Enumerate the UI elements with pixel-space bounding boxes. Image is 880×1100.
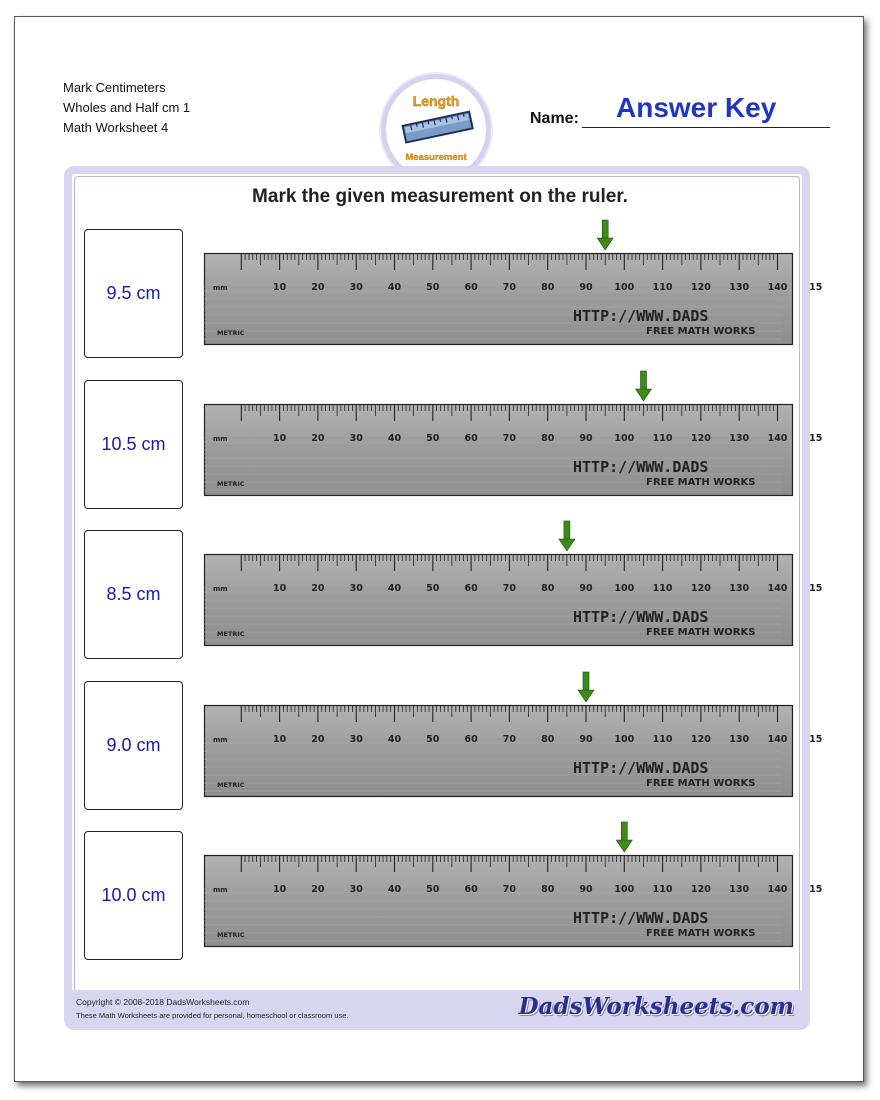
footer-bar	[72, 990, 802, 1026]
ruler-number: 90	[579, 734, 593, 745]
copyright-text: Copyright © 2008-2018 DadsWorksheets.com	[76, 997, 250, 1007]
ruler-number: 60	[464, 433, 478, 444]
ruler-number: 40	[387, 282, 402, 293]
ruler-number: 130	[729, 583, 750, 594]
ruler-number: 30	[349, 884, 363, 895]
ruler-unit-label: mm	[213, 284, 228, 292]
answer-arrow-icon	[578, 672, 594, 702]
ruler-number: 90	[579, 433, 593, 444]
ruler-number: 80	[541, 433, 555, 444]
ruler-number: 80	[541, 734, 555, 745]
answer-key-text: Answer Key	[616, 92, 777, 123]
answer-box	[84, 681, 183, 810]
ruler-metric-label: METRIC	[217, 630, 245, 638]
meta-title: Mark Centimeters	[63, 80, 166, 95]
ruler-number: 50	[426, 433, 440, 444]
ruler-number: 140	[767, 583, 788, 594]
ruler-number: 15	[809, 583, 823, 594]
ruler-number: 20	[311, 433, 325, 444]
metric-ruler	[204, 520, 823, 648]
answer-arrow-icon	[616, 822, 632, 852]
ruler-number: 110	[652, 583, 673, 594]
ruler-number: 100	[614, 734, 635, 745]
answer-arrow-icon	[559, 521, 575, 551]
ruler-number: 10	[272, 282, 287, 293]
ruler-number: 70	[502, 433, 517, 444]
ruler-url: HTTP://WWW.DADS	[573, 909, 709, 927]
ruler-metric-label: METRIC	[217, 329, 245, 337]
meta-subtitle: Wholes and Half cm 1	[63, 100, 191, 115]
ruler-unit-label: mm	[213, 435, 228, 443]
ruler-url: HTTP://WWW.DADS	[573, 458, 709, 476]
ruler-tagline: FREE MATH WORKS	[646, 326, 756, 337]
ruler-number: 10	[272, 433, 287, 444]
ruler-unit-label: mm	[213, 585, 228, 593]
ruler-number: 60	[464, 583, 478, 594]
ruler-number: 70	[502, 583, 517, 594]
badge-bottom-text: Measurement	[405, 152, 467, 163]
name-label: Name:	[530, 110, 579, 127]
ruler-tagline: FREE MATH WORKS	[646, 477, 756, 488]
measurement-label: 9.5 cm	[106, 283, 161, 303]
measurement-label: 10.5 cm	[101, 434, 166, 454]
instruction-text: Mark the given measurement on the ruler.	[252, 186, 628, 207]
ruler-number: 80	[541, 282, 555, 293]
ruler-number: 120	[690, 583, 711, 594]
ruler-metric-label: METRIC	[217, 781, 245, 789]
ruler-number: 110	[652, 282, 673, 293]
ruler-number: 40	[387, 734, 402, 745]
usage-notice: These Math Worksheets are provided for personal, homeschool or classroom use.	[76, 1011, 349, 1020]
ruler-number: 60	[464, 884, 478, 895]
ruler-number: 140	[767, 433, 788, 444]
ruler-number: 80	[541, 583, 555, 594]
ruler-number: 40	[387, 884, 402, 895]
ruler-icon	[403, 112, 473, 143]
ruler-metric-label: METRIC	[217, 480, 245, 488]
badge-top-text: Length	[412, 93, 460, 109]
ruler-metric-label: METRIC	[217, 931, 245, 939]
ruler-number: 50	[426, 884, 440, 895]
ruler-number: 120	[690, 884, 711, 895]
measurement-label: 9.0 cm	[106, 735, 161, 755]
ruler-number: 10	[272, 884, 287, 895]
ruler-number: 20	[311, 583, 325, 594]
ruler-number: 110	[652, 433, 673, 444]
ruler-tagline: FREE MATH WORKS	[646, 778, 756, 789]
answer-box	[84, 530, 183, 659]
meta-worksheet-number: Math Worksheet 4	[63, 120, 169, 135]
answer-box	[84, 229, 183, 358]
ruler-number: 90	[579, 583, 593, 594]
ruler-number: 100	[614, 433, 635, 444]
ruler-number: 15	[809, 282, 823, 293]
ruler-number: 120	[690, 734, 711, 745]
ruler-number: 80	[541, 884, 555, 895]
ruler-url: HTTP://WWW.DADS	[573, 759, 709, 777]
ruler-number: 90	[579, 884, 593, 895]
ruler-number: 30	[349, 734, 363, 745]
metric-ruler	[204, 219, 823, 347]
ruler-number: 120	[690, 433, 711, 444]
ruler-number: 60	[464, 734, 478, 745]
ruler-number: 50	[426, 583, 440, 594]
ruler-number: 40	[387, 583, 402, 594]
ruler-number: 120	[690, 282, 711, 293]
answer-box	[84, 380, 183, 509]
answer-box	[84, 831, 183, 960]
measurement-label: 10.0 cm	[101, 885, 166, 905]
ruler-number: 110	[652, 884, 673, 895]
ruler-number: 110	[652, 734, 673, 745]
ruler-number: 10	[272, 734, 287, 745]
name-line	[582, 127, 830, 128]
ruler-unit-label: mm	[213, 886, 228, 894]
ruler-number: 140	[767, 282, 788, 293]
ruler-tagline: FREE MATH WORKS	[646, 627, 756, 638]
ruler-number: 90	[579, 282, 593, 293]
measurement-label: 8.5 cm	[106, 584, 161, 604]
ruler-unit-label: mm	[213, 736, 228, 744]
ruler-number: 30	[349, 583, 363, 594]
ruler-number: 20	[311, 734, 325, 745]
ruler-number: 140	[767, 734, 788, 745]
ruler-number: 70	[502, 884, 517, 895]
ruler-number: 70	[502, 282, 517, 293]
worksheet-meta	[63, 78, 190, 138]
answer-arrow-icon	[636, 371, 652, 401]
ruler-url: HTTP://WWW.DADS	[573, 608, 709, 626]
ruler-number: 15	[809, 433, 823, 444]
ruler-number: 15	[809, 734, 823, 745]
ruler-number: 15	[809, 884, 823, 895]
ruler-number: 100	[614, 884, 635, 895]
ruler-number: 100	[614, 583, 635, 594]
ruler-number: 40	[387, 433, 402, 444]
name-field	[530, 90, 830, 130]
ruler-number: 10	[272, 583, 287, 594]
ruler-number: 100	[614, 282, 635, 293]
answer-arrow-icon	[597, 220, 613, 250]
metric-ruler	[204, 671, 823, 799]
ruler-number: 130	[729, 433, 750, 444]
metric-ruler	[204, 370, 823, 498]
ruler-number: 50	[426, 282, 440, 293]
ruler-number: 130	[729, 884, 750, 895]
ruler-tagline: FREE MATH WORKS	[646, 928, 756, 939]
ruler-number: 20	[311, 282, 325, 293]
ruler-number: 130	[729, 282, 750, 293]
ruler-url: HTTP://WWW.DADS	[573, 307, 709, 325]
ruler-number: 140	[767, 884, 788, 895]
ruler-number: 60	[464, 282, 478, 293]
ruler-number: 30	[349, 282, 363, 293]
ruler-number: 50	[426, 734, 440, 745]
ruler-number: 20	[311, 884, 325, 895]
ruler-number: 30	[349, 433, 363, 444]
ruler-number: 130	[729, 734, 750, 745]
ruler-number: 70	[502, 734, 517, 745]
brand-logo: DadsWorksheets.com	[518, 993, 794, 1020]
metric-ruler	[204, 821, 823, 949]
